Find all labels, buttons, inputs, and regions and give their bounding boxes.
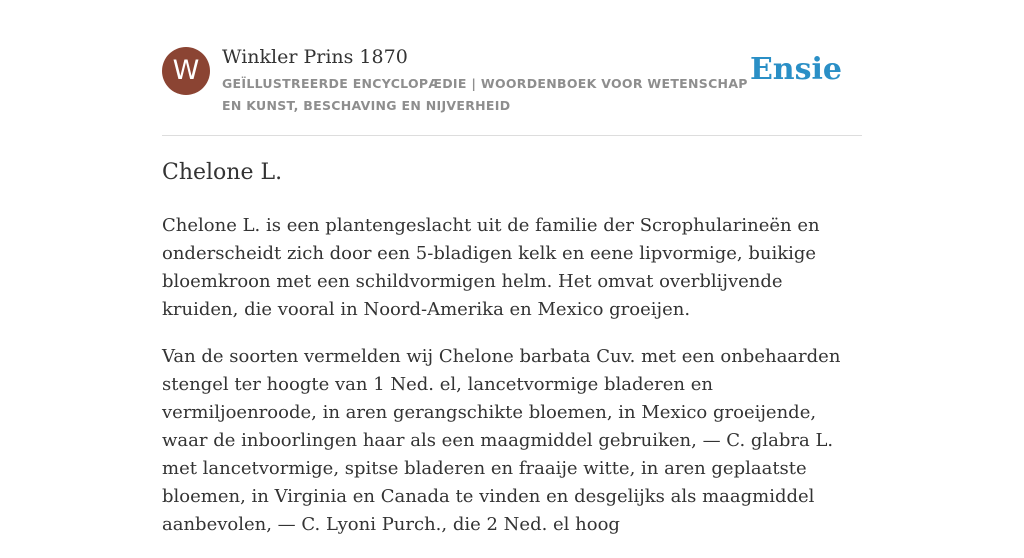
source-title[interactable]: Winkler Prins 1870	[222, 46, 408, 68]
header-divider	[162, 135, 862, 136]
header	[162, 46, 862, 116]
article-body	[162, 212, 862, 558]
article-title: Chelone L.	[162, 160, 283, 185]
source-avatar[interactable]: W	[162, 47, 210, 95]
source-subtitle: GEÏLLUSTREERDE ENCYCLOPÆDIE | WOORDENBOEK VOOR WETENSCHAP EN KUNST, BESCHAVING EN NIJVERHEID	[222, 76, 748, 113]
article-paragraph: Van de soorten vermelden wij Chelone barbata Cuv. met een onbehaarden stengel ter hoogte van 1 Ned. el, lancetvormige bladeren en vermiljoenroode, in aren gerangschikte bloemen, in Mexico groeijende, waar de inboorlingen haar als een maagmiddel gebruiken, — C. glabra L. met lancetvormige, spitse bladeren en fraaije witte, in aren geplaatste bloemen, in Virginia en Canada te vinden en desgelijks als maagmiddel aanbevolen, — C. Lyoni Purch., die 2 Ned. el hoog	[162, 346, 841, 535]
article-paragraph: Chelone L. is een plantengeslacht uit de familie der Scrophularineën en onderscheidt zich door een 5-bladigen kelk en eene lipvormige, buikige bloemkroon met een schildvormigen helm. Het omvat overblijvende kruiden, die vooral in Noord-Amerika en Mexico groeijen.	[162, 215, 820, 320]
brand-logo[interactable]: Ensie	[749, 52, 842, 87]
